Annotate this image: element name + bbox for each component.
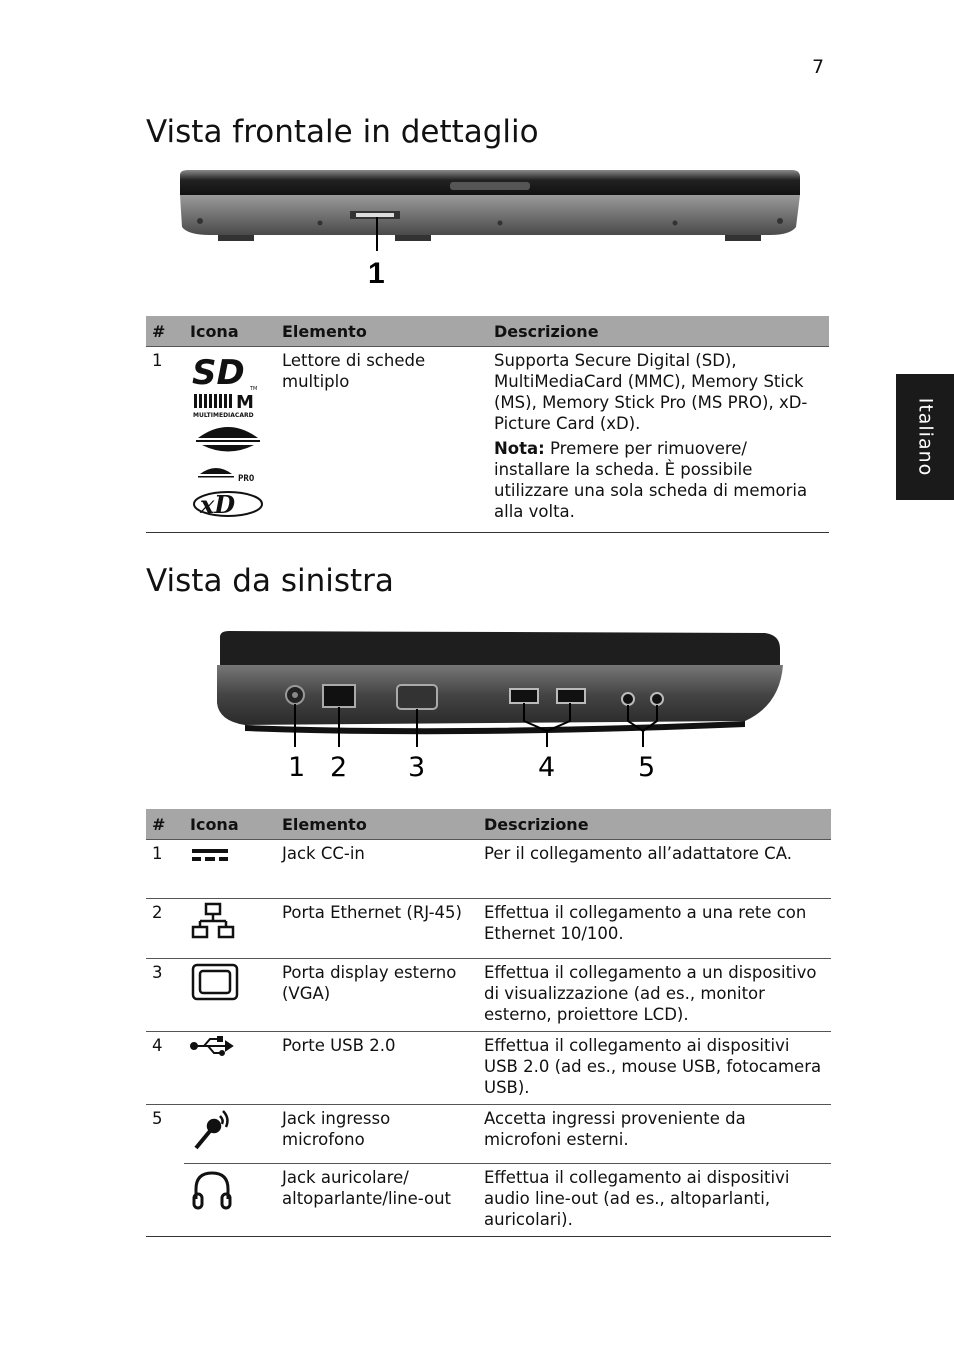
row-description bbox=[488, 347, 829, 533]
table-row bbox=[146, 840, 831, 899]
row-description: Per il collegamento all’adattatore CA. bbox=[484, 844, 792, 863]
col-header-description: Descrizione bbox=[488, 316, 829, 347]
table-row bbox=[146, 899, 831, 959]
svg-text:SD: SD bbox=[192, 353, 245, 393]
left-callout-2: 2 bbox=[330, 752, 348, 783]
dc-in-icon bbox=[184, 840, 276, 899]
left-callout-5: 5 bbox=[638, 752, 656, 783]
front-callout-1: 1 bbox=[368, 257, 385, 290]
left-view-table bbox=[146, 809, 831, 1237]
svg-text:MULTIMEDIACARD: MULTIMEDIACARD bbox=[193, 412, 254, 419]
language-tab-label: Italiano bbox=[914, 397, 937, 477]
row-number: 4 bbox=[146, 1032, 184, 1105]
col-header-description: Descrizione bbox=[478, 809, 831, 840]
row-number: 1 bbox=[152, 844, 163, 863]
row-number: 3 bbox=[146, 959, 184, 1032]
svg-text:M: M bbox=[236, 392, 254, 413]
row-description: Accetta ingressi proveniente da microfoni esterni. bbox=[478, 1105, 831, 1164]
row-description: Effettua il collegamento ai dispositivi audio line-out (ad es., altoparlanti, auricolari). bbox=[478, 1164, 831, 1237]
col-header-element: Elemento bbox=[276, 316, 488, 347]
page-number: 7 bbox=[812, 56, 825, 78]
ethernet-icon bbox=[184, 899, 276, 959]
svg-text:PRO: PRO bbox=[238, 474, 255, 484]
col-header-icon: Icona bbox=[184, 809, 276, 840]
row-element: Porta display esterno (VGA) bbox=[276, 959, 478, 1032]
col-header-number: # bbox=[146, 316, 184, 347]
row-description: Effettua il collegamento a un dispositivo di visualizzazione (ad es., monitor esterno, proiettore LCD). bbox=[478, 959, 831, 1032]
col-header-icon: Icona bbox=[184, 316, 276, 347]
row-element: Jack ingresso microfono bbox=[276, 1105, 478, 1164]
language-tab bbox=[896, 374, 954, 500]
front-view-title: Vista frontale in dettaglio bbox=[146, 114, 539, 150]
row-number: 2 bbox=[146, 899, 184, 959]
left-callout-1: 1 bbox=[288, 752, 306, 783]
usb-icon bbox=[184, 1032, 276, 1105]
note-text: Premere per rimuovere/ installare la scheda. È possibile utilizzare una sola scheda di memoria alla volta. bbox=[494, 439, 808, 521]
table-row bbox=[146, 1032, 831, 1105]
row-element: Jack CC-in bbox=[282, 844, 365, 863]
memory-card-logos-icon bbox=[184, 347, 276, 533]
row-description: Effettua il collegamento a una rete con Ethernet 10/100. bbox=[478, 899, 831, 959]
row-number: 1 bbox=[152, 351, 163, 370]
row-description: Effettua il collegamento ai dispositivi USB 2.0 (ad es., mouse USB, fotocamera USB). bbox=[478, 1032, 831, 1105]
table-row bbox=[146, 959, 831, 1032]
note-paragraph bbox=[494, 438, 823, 522]
table-row bbox=[146, 347, 829, 533]
col-header-element: Elemento bbox=[276, 809, 478, 840]
col-header-number: # bbox=[146, 809, 184, 840]
table-row bbox=[146, 1164, 831, 1237]
table-row bbox=[146, 1105, 831, 1164]
row-element: Lettore di schede multiplo bbox=[282, 351, 426, 391]
headphones-icon bbox=[184, 1164, 276, 1237]
row-element: Jack auricolare/ altoparlante/line-out bbox=[276, 1164, 478, 1237]
front-view-table bbox=[146, 316, 829, 533]
laptop-left-view-image bbox=[205, 625, 795, 785]
note-label: Nota: bbox=[494, 439, 545, 458]
row-element: Porte USB 2.0 bbox=[276, 1032, 478, 1105]
row-number: 5 bbox=[146, 1105, 184, 1237]
left-callout-3: 3 bbox=[408, 752, 426, 783]
description-text: Supporta Secure Digital (SD), MultiMediaCard (MMC), Memory Stick (MS), Memory Stick Pro (MS PRO), xD-Picture Card (xD). bbox=[494, 351, 808, 433]
left-view-title: Vista da sinistra bbox=[146, 563, 394, 599]
vga-display-icon bbox=[184, 959, 276, 1032]
left-callout-4: 4 bbox=[538, 752, 556, 783]
svg-text:TM: TM bbox=[250, 386, 258, 392]
laptop-front-view-image bbox=[170, 165, 810, 290]
microphone-icon bbox=[184, 1105, 276, 1164]
svg-text:xD: xD bbox=[200, 490, 236, 518]
row-element: Porta Ethernet (RJ-45) bbox=[276, 899, 478, 959]
